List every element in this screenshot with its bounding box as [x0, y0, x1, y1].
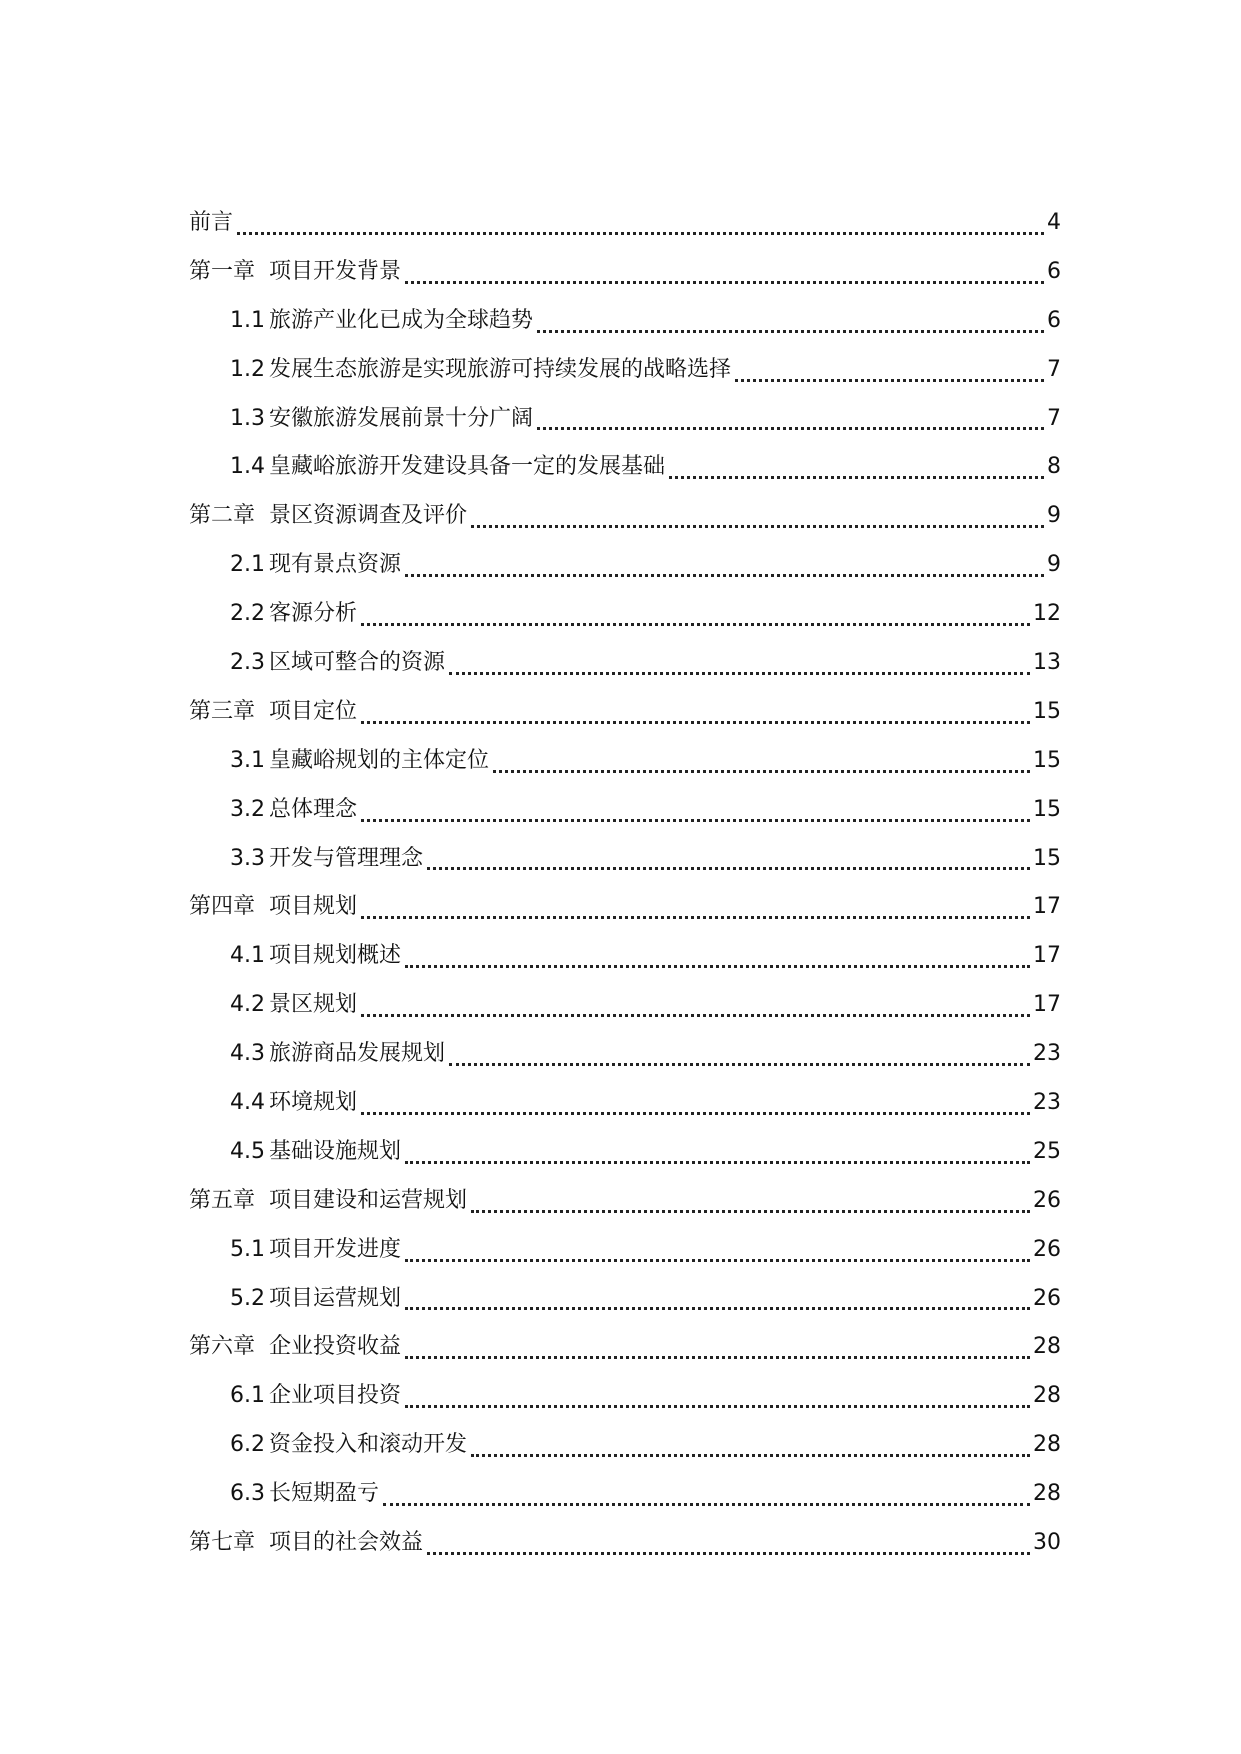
toc-entry-page: 28 [1033, 1383, 1061, 1409]
dot-leader [361, 720, 1030, 724]
toc-entry-title: 景区规划 [269, 992, 358, 1018]
toc-entry-page: 26 [1033, 1236, 1061, 1262]
toc-entry-number: 3.1 [230, 747, 265, 773]
toc-entry-number: 2.3 [230, 650, 265, 675]
toc-entry-title: 现有景点资源 [269, 552, 402, 578]
toc-entry-title: 项目规划概述 [269, 943, 402, 969]
dot-leader [669, 475, 1044, 479]
toc-entry-title: 景区资源调查及评价 [269, 503, 468, 529]
toc-entry-chapter-3[interactable] [189, 688, 1061, 737]
toc-entry-title: 区域可整合的资源 [269, 650, 446, 675]
toc-entry-page: 12 [1033, 601, 1061, 627]
toc-entry-title: 总体理念 [269, 796, 358, 822]
dot-leader [537, 426, 1044, 430]
toc-entry-number: 1.2 [230, 356, 265, 382]
toc-entry-page: 15 [1033, 747, 1061, 773]
toc-entry-page: 6 [1047, 258, 1061, 284]
toc-entry-title: 项目的社会效益 [269, 1530, 424, 1556]
toc-entry-title: 基础设施规划 [269, 1138, 402, 1164]
dot-leader [405, 1258, 1030, 1262]
toc-entry-page: 28 [1033, 1481, 1061, 1507]
toc-entry-number: 第六章 [189, 1334, 256, 1360]
dot-leader [237, 231, 1044, 235]
dot-leader [537, 329, 1044, 333]
toc-entry-section-3-1[interactable] [189, 737, 1061, 786]
toc-entry-number: 2.1 [230, 552, 265, 578]
toc-entry-section-4-3[interactable] [189, 1030, 1061, 1079]
toc-entry-page: 6 [1047, 307, 1061, 333]
toc-entry-number: 6.1 [230, 1383, 265, 1409]
toc-entry-number: 第七章 [189, 1530, 256, 1556]
toc-entry-section-6-2[interactable] [189, 1421, 1061, 1470]
toc-entry-page: 17 [1033, 992, 1061, 1018]
toc-entry-section-2-3[interactable] [189, 639, 1061, 688]
toc-entry-number: 2.2 [230, 601, 265, 627]
toc-entry-title: 项目开发进度 [269, 1236, 402, 1262]
toc-entry-section-5-1[interactable] [189, 1226, 1061, 1275]
toc-entry-section-3-3[interactable] [189, 835, 1061, 884]
toc-entry-page: 23 [1033, 1041, 1061, 1067]
toc-entry-title: 旅游产业化已成为全球趋势 [269, 307, 534, 333]
toc-entry-section-2-1[interactable] [189, 541, 1061, 590]
toc-entry-preface[interactable] [189, 199, 1061, 248]
toc-entry-page: 28 [1033, 1432, 1061, 1458]
table-of-contents [189, 199, 1061, 1568]
toc-entry-number: 第三章 [189, 698, 256, 724]
toc-entry-number: 1.4 [230, 454, 265, 480]
toc-entry-number: 4.4 [230, 1090, 265, 1116]
toc-entry-page: 8 [1047, 454, 1061, 480]
dot-leader [405, 1306, 1030, 1310]
toc-entry-title: 项目建设和运营规划 [269, 1187, 468, 1213]
toc-entry-title: 企业投资收益 [269, 1334, 402, 1360]
toc-entry-section-2-2[interactable] [189, 590, 1061, 639]
toc-entry-chapter-7[interactable] [189, 1519, 1061, 1568]
toc-entry-section-6-3[interactable] [189, 1470, 1061, 1519]
toc-entry-title: 旅游商品发展规划 [269, 1041, 446, 1067]
toc-entry-section-1-4[interactable] [189, 443, 1061, 492]
toc-entry-title: 长短期盈亏 [269, 1481, 380, 1507]
toc-entry-title: 皇藏峪规划的主体定位 [269, 747, 490, 773]
toc-entry-title: 发展生态旅游是实现旅游可持续发展的战略选择 [269, 356, 732, 382]
toc-entry-number: 4.1 [230, 943, 265, 969]
toc-entry-title: 项目运营规划 [269, 1285, 402, 1311]
toc-entry-page: 30 [1033, 1530, 1061, 1556]
toc-entry-section-5-2[interactable] [189, 1275, 1061, 1324]
dot-leader [449, 1062, 1030, 1066]
toc-entry-page: 7 [1047, 405, 1061, 431]
toc-entry-section-4-2[interactable] [189, 981, 1061, 1030]
toc-entry-page: 4 [1047, 209, 1061, 235]
toc-entry-number: 4.2 [230, 992, 265, 1018]
toc-entry-page: 28 [1033, 1334, 1061, 1360]
toc-entry-title: 客源分析 [269, 601, 358, 627]
toc-entry-chapter-4[interactable] [189, 883, 1061, 932]
toc-entry-number: 1.3 [230, 405, 265, 431]
dot-leader [427, 1551, 1030, 1555]
dot-leader [427, 866, 1030, 870]
toc-entry-title: 安徽旅游发展前景十分广阔 [269, 405, 534, 431]
toc-entry-chapter-2[interactable] [189, 492, 1061, 541]
toc-entry-section-4-5[interactable] [189, 1128, 1061, 1177]
dot-leader [361, 1111, 1030, 1115]
toc-entry-number: 第二章 [189, 503, 256, 529]
toc-entry-number: 4.3 [230, 1041, 265, 1067]
dot-leader [449, 671, 1030, 675]
dot-leader [361, 818, 1030, 822]
toc-entry-title: 项目定位 [269, 698, 358, 724]
toc-entry-title: 企业项目投资 [269, 1383, 402, 1409]
toc-entry-title: 皇藏峪旅游开发建设具备一定的发展基础 [269, 454, 666, 480]
toc-entry-chapter-5[interactable] [189, 1177, 1061, 1226]
toc-entry-number: 5.1 [230, 1236, 265, 1262]
toc-entry-section-4-1[interactable] [189, 932, 1061, 981]
toc-entry-number: 1.1 [230, 307, 265, 333]
toc-entry-title: 项目开发背景 [269, 258, 402, 284]
toc-entry-page: 23 [1033, 1090, 1061, 1116]
toc-entry-number: 6.2 [230, 1432, 265, 1458]
dot-leader [735, 378, 1044, 382]
toc-entry-title: 项目规划 [269, 894, 358, 920]
toc-entry-page: 25 [1033, 1138, 1061, 1164]
toc-entry-page: 17 [1033, 894, 1061, 920]
toc-entry-page: 15 [1033, 845, 1061, 871]
toc-entry-page: 26 [1033, 1285, 1061, 1311]
toc-entry-number: 4.5 [230, 1138, 265, 1164]
toc-entry-page: 9 [1047, 552, 1061, 578]
dot-leader [361, 622, 1030, 626]
toc-entry-title: 开发与管理理念 [269, 845, 424, 871]
dot-leader [361, 915, 1030, 919]
toc-entry-page: 9 [1047, 503, 1061, 529]
dot-leader [493, 769, 1030, 773]
dot-leader [405, 1355, 1030, 1359]
dot-leader [405, 1404, 1030, 1408]
toc-entry-section-1-2[interactable] [189, 346, 1061, 395]
toc-entry-number: 3.2 [230, 796, 265, 822]
dot-leader [471, 1209, 1030, 1213]
toc-entry-page: 13 [1033, 650, 1061, 675]
toc-entry-chapter-1[interactable] [189, 248, 1061, 297]
dot-leader [471, 524, 1044, 528]
toc-entry-page: 26 [1033, 1187, 1061, 1213]
dot-leader [405, 1160, 1030, 1164]
toc-entry-title: 前言 [189, 209, 234, 235]
toc-entry-page: 15 [1033, 698, 1061, 724]
toc-entry-section-3-2[interactable] [189, 786, 1061, 835]
dot-leader [405, 964, 1030, 968]
dot-leader [471, 1453, 1030, 1457]
dot-leader [361, 1013, 1030, 1017]
toc-entry-number: 第五章 [189, 1187, 256, 1213]
dot-leader [405, 280, 1044, 284]
toc-entry-number: 第一章 [189, 258, 256, 284]
toc-entry-title: 资金投入和滚动开发 [269, 1432, 468, 1458]
toc-entry-section-4-4[interactable] [189, 1079, 1061, 1128]
toc-entry-chapter-6[interactable] [189, 1323, 1061, 1372]
toc-entry-section-1-3[interactable] [189, 395, 1061, 444]
toc-entry-number: 6.3 [230, 1481, 265, 1507]
toc-entry-number: 5.2 [230, 1285, 265, 1311]
toc-entry-section-1-1[interactable] [189, 297, 1061, 346]
toc-entry-title: 环境规划 [269, 1090, 358, 1116]
toc-entry-page: 17 [1033, 943, 1061, 969]
toc-entry-page: 15 [1033, 796, 1061, 822]
toc-entry-section-6-1[interactable] [189, 1372, 1061, 1421]
toc-entry-number: 3.3 [230, 845, 265, 871]
toc-entry-number: 第四章 [189, 894, 256, 920]
toc-entry-page: 7 [1047, 356, 1061, 382]
dot-leader [405, 573, 1044, 577]
dot-leader [383, 1502, 1030, 1506]
